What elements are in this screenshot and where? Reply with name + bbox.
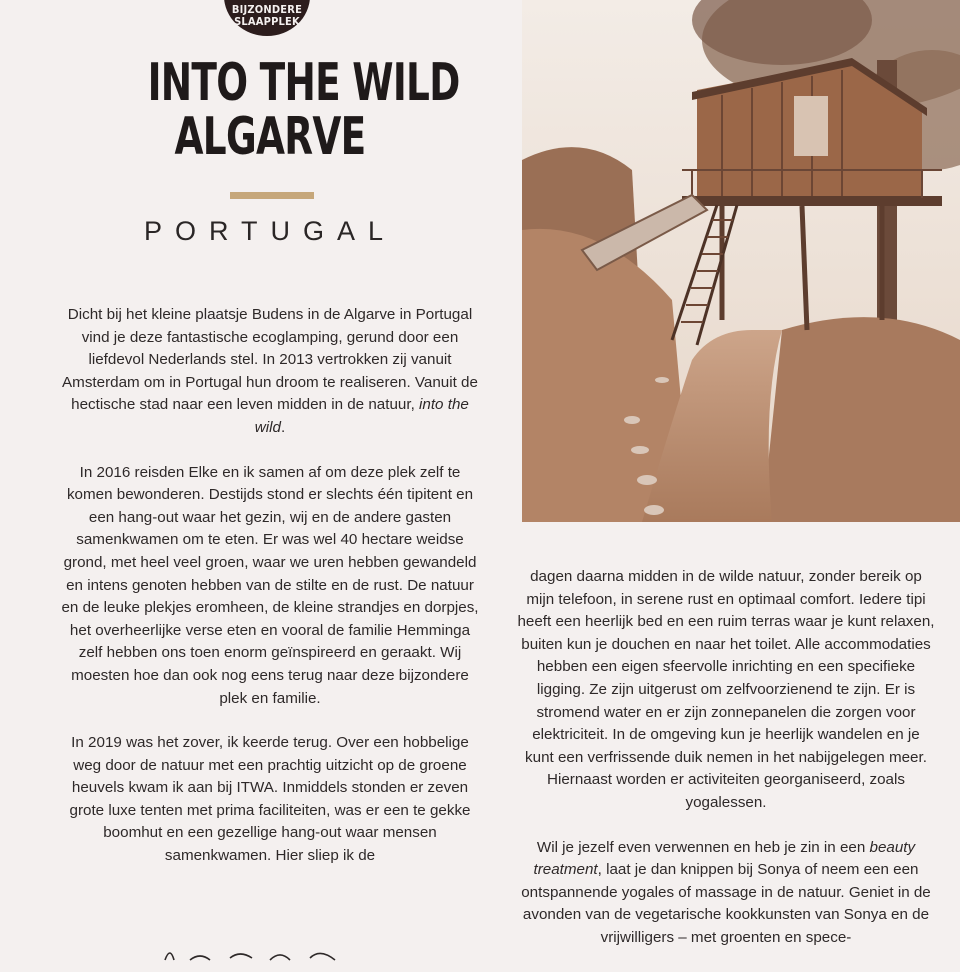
paragraph (516, 837, 936, 950)
paragraph: dagen daarna midden in de wilde natuur, zonder bereik op mijn telefoon, in serene rust en optimaal comfort. Iedere tipi heeft een heerlijk bed en een ruim terras waar je kunt relaxen, buiten kun je douchen en naar het toilet. Alle accommodaties hebben een eigen sfeervolle inrichting en een specifieke ligging. Ze zijn uitgerust om zelfvoorzienend te zijn. Er is stromend water en er zijn zonnepanelen die zorgen voor elektriciteit. In de omgeving kun je heerlijk wandelen en je kunt een verfrissende duik nemen in het nabijgelegen meer. Hiernaast worden er activiteiten georganiseerd, zoals yogalessen. (517, 568, 935, 811)
badge-line-1: BIJZONDERE (231, 3, 303, 16)
article-title (147, 53, 460, 167)
paragraph: In 2019 was het zover, ik keerde terug. Over een hobbelige weg door de natuur met een prachtig uitzicht op de groene heuvels kwam ik aan bij ITWA. Inmiddels stonden er zeven grote luxe tenten met prima faciliteiten, was er een te gekke boomhut en een gezellige hang-out waar mensen samenkwamen. Hier sliep ik de (69, 734, 471, 865)
article-subtitle: PORTUGAL (143, 216, 397, 246)
paragraph-italic: into the wild (254, 396, 469, 436)
paragraph: In 2016 reisden Elke en ik samen af om deze plek zelf te komen bewonderen. Destijds stond er slechts één tipitent en een hang-out waar het gezin, wij en de andere gasten samenkwamen om te eten. Er was wel 40 hectare weidse grond, met heel veel groen, waar we uren hebben gewandeld en intens genoten hebben van de stilte en de rust. De natuur en de leuke plekjes eromheen, de kleine strandjes en dorpjes, het overheerlijke verse eten en vooral de familie Hemminga zelf hebben ons toen enorm geïnspireerd en geraakt. Wij moesten hoe dan ook nog eens terug naar deze bijzondere plek en familie. (61, 463, 479, 707)
paragraph (60, 304, 480, 440)
treehouse-photo-illustration (522, 0, 960, 522)
paragraph-text: , laat je dan knippen bij Sonya of neem een een ontspannende yogales of massage in de natuur. Geniet in de avonden van de vegetarische kookkunsten van Sonya en de vrijwilligers – met groenten en spece- (521, 861, 931, 946)
paragraph-text: . (280, 418, 286, 436)
left-text-column (60, 304, 480, 890)
title-line-1: INTO THE WILD (147, 53, 460, 113)
handwritten-flourish (160, 942, 360, 962)
right-text-column (516, 566, 936, 972)
paragraph-text: Dicht bij het kleine plaatsje Budens in de Algarve in Portugal vind je deze fantastische ecoglamping, gerund door een liefdevol Nederlands stel. In 2013 vertrokken zij vanuit Amsterdam om in Portugal hun droom te realiseren. Vanuit de hectische stad naar een leven midden in de natuur, (62, 306, 478, 414)
badge-line-2: SLAAPPLEK (234, 15, 300, 28)
paragraph-text: Wil je jezelf even verwennen en heb je zin in een (536, 838, 870, 856)
treehouse-photo (522, 0, 960, 522)
section-badge (224, 0, 310, 36)
paragraph-italic: beauty treatment (533, 838, 916, 879)
accent-divider (230, 192, 314, 199)
title-line-2: ALGARVE (174, 107, 366, 167)
